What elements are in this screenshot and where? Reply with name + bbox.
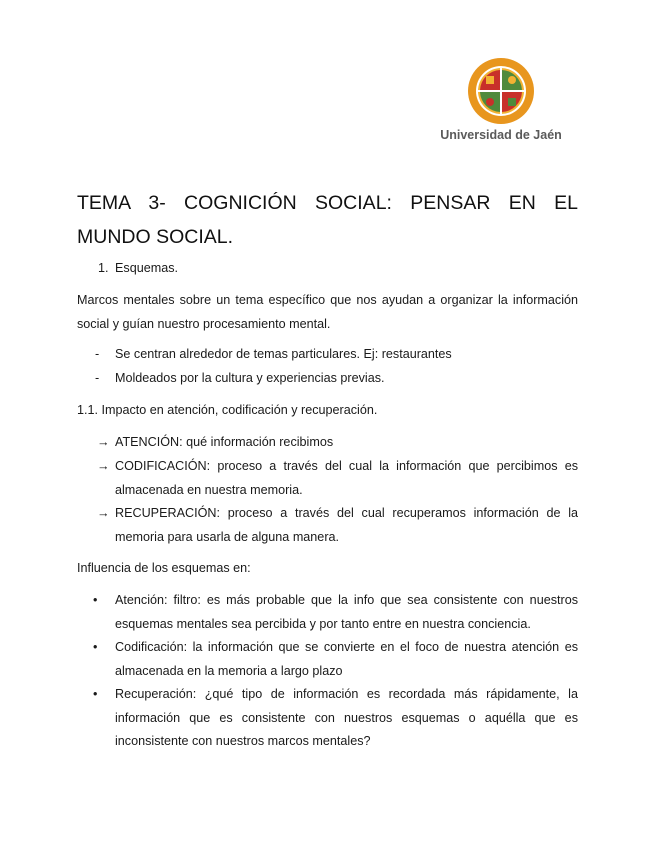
bullet-marker: • bbox=[93, 687, 98, 701]
university-logo bbox=[440, 56, 562, 148]
arrow-right-icon: → bbox=[97, 506, 110, 520]
section-heading: Esquemas. bbox=[115, 261, 178, 275]
arrow-right-icon: → bbox=[97, 459, 110, 473]
bullet-marker: • bbox=[93, 593, 98, 607]
university-seal-icon bbox=[466, 56, 536, 126]
dash-marker: - bbox=[95, 347, 100, 361]
page-title: TEMA 3- COGNICIÓN SOCIAL: PENSAR EN EL MUNDO SOCIAL. bbox=[77, 192, 578, 248]
bullet-marker: • bbox=[93, 640, 98, 654]
influence-heading: Influencia de los esquemas en: bbox=[77, 561, 251, 575]
section-number: 1. bbox=[98, 261, 109, 275]
intro-paragraph: Marcos mentales sobre un tema específico que nos ayudan a organizar la información social y guían nuestro procesamiento mental. bbox=[77, 293, 578, 331]
subsection-heading: 1.1. Impacto en atención, codificación y recuperación. bbox=[77, 403, 378, 417]
arrow-right-icon: → bbox=[97, 435, 110, 449]
dash-marker: - bbox=[95, 371, 100, 385]
logo-wordmark: Universidad de Jaén bbox=[440, 128, 562, 142]
